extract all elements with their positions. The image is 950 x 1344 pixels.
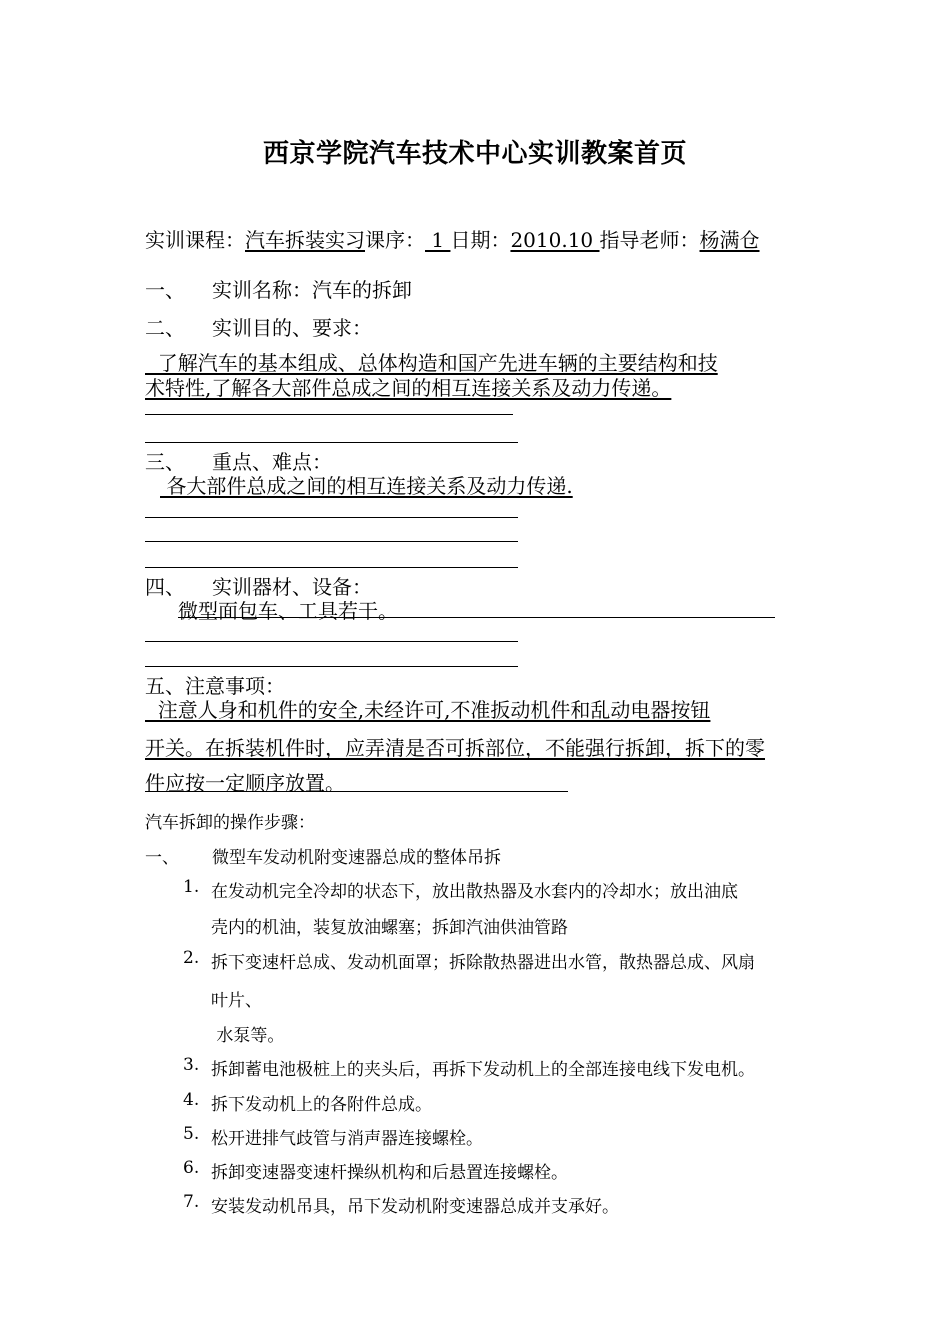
page-title: 西京学院汽车技术中心实训教案首页 [262, 139, 687, 169]
section-2-body-line-2: 术特性,了解各大部件总成之间的相互连接关系及动力传递。 [145, 376, 672, 400]
step-number: 1. [183, 877, 200, 897]
step-text: 拆下发动机上的各附件总成。 [211, 1095, 432, 1115]
order-label: 课序： [365, 228, 425, 252]
section-4-text: 实训器材、设备： [212, 575, 372, 599]
course-info-line [145, 224, 760, 253]
course-label: 实训课程： [145, 228, 245, 252]
step-number: 3. [183, 1055, 200, 1075]
step-number: 6. [183, 1158, 200, 1178]
section-5-body-line-2: 开关。在拆装机件时，应弄清是否可拆部位，不能强行拆卸，拆下的零 [145, 736, 765, 760]
order-value: 1 [425, 228, 451, 252]
step-text: 拆卸蓄电池极桩上的夹头后，再拆下发动机上的全部连接电线下发电机。 [211, 1060, 755, 1080]
step-number: 7. [183, 1192, 200, 1212]
section-3-text: 重点、难点： [212, 450, 332, 474]
section-2-number: 二、 [145, 316, 185, 340]
blank-line [145, 666, 518, 667]
blank-line [145, 442, 518, 443]
teacher-label: 指导老师： [599, 228, 700, 252]
step-number: 2. [183, 948, 200, 968]
date-label: 日期： [450, 228, 511, 252]
course-value: 汽车拆装实习 [245, 228, 365, 252]
section-4-number: 四、 [145, 575, 185, 599]
section-3-body: 各大部件总成之间的相互连接关系及动力传递. [160, 474, 573, 498]
section-5-heading: 五、注意事项： [145, 674, 285, 698]
step-text: 松开进排气歧管与消声器连接螺栓。 [211, 1129, 483, 1149]
section-5-body-line-3: 件应按一定顺序放置。 [145, 771, 345, 795]
step-text: 安装发动机吊具，吊下发动机附变速器总成并支承好。 [211, 1197, 619, 1217]
section-3-number: 三、 [145, 450, 185, 474]
steps-part-number: 一、 [145, 848, 179, 868]
section-5-body-line-1: 注意人身和机件的安全,未经许可,不准扳动机件和乱动电器按钮 [145, 698, 711, 722]
step-text: 拆卸变速器变速杆操纵机构和后悬置连接螺栓。 [211, 1163, 568, 1183]
underline-rule [178, 617, 775, 618]
teacher-value: 杨满仓 [699, 228, 760, 252]
step-text: 壳内的机油，装复放油螺塞；拆卸汽油供油管路 [211, 918, 568, 938]
step-number: 4. [183, 1090, 200, 1110]
steps-heading: 汽车拆卸的操作步骤： [145, 813, 315, 833]
step-text: 在发动机完全冷却的状态下，放出散热器及水套内的冷却水；放出油底 [211, 882, 738, 902]
step-number: 5. [183, 1124, 200, 1144]
date-value: 2010.10 [510, 228, 600, 252]
section-2-text: 实训目的、要求： [212, 316, 372, 340]
section-1-number: 一、 [145, 278, 185, 302]
blank-line [145, 641, 518, 642]
blank-line [145, 517, 518, 518]
blank-line [145, 567, 518, 568]
underline-rule [145, 791, 568, 792]
section-4-body: 微型面包车、工具若干。 [178, 599, 398, 623]
step-text: 水泵等。 [211, 1026, 285, 1046]
steps-part-text: 微型车发动机附变速器总成的整体吊拆 [212, 848, 501, 868]
section-2-body-line-1: 了解汽车的基本组成、总体构造和国产先进车辆的主要结构和技 [145, 351, 718, 375]
step-text: 叶片、 [211, 991, 262, 1011]
section-1-text: 实训名称：汽车的拆卸 [212, 278, 412, 302]
blank-line [145, 414, 513, 415]
step-text: 拆下变速杆总成、发动机面罩；拆除散热器进出水管，散热器总成、风扇 [211, 953, 755, 973]
blank-line [145, 541, 518, 542]
